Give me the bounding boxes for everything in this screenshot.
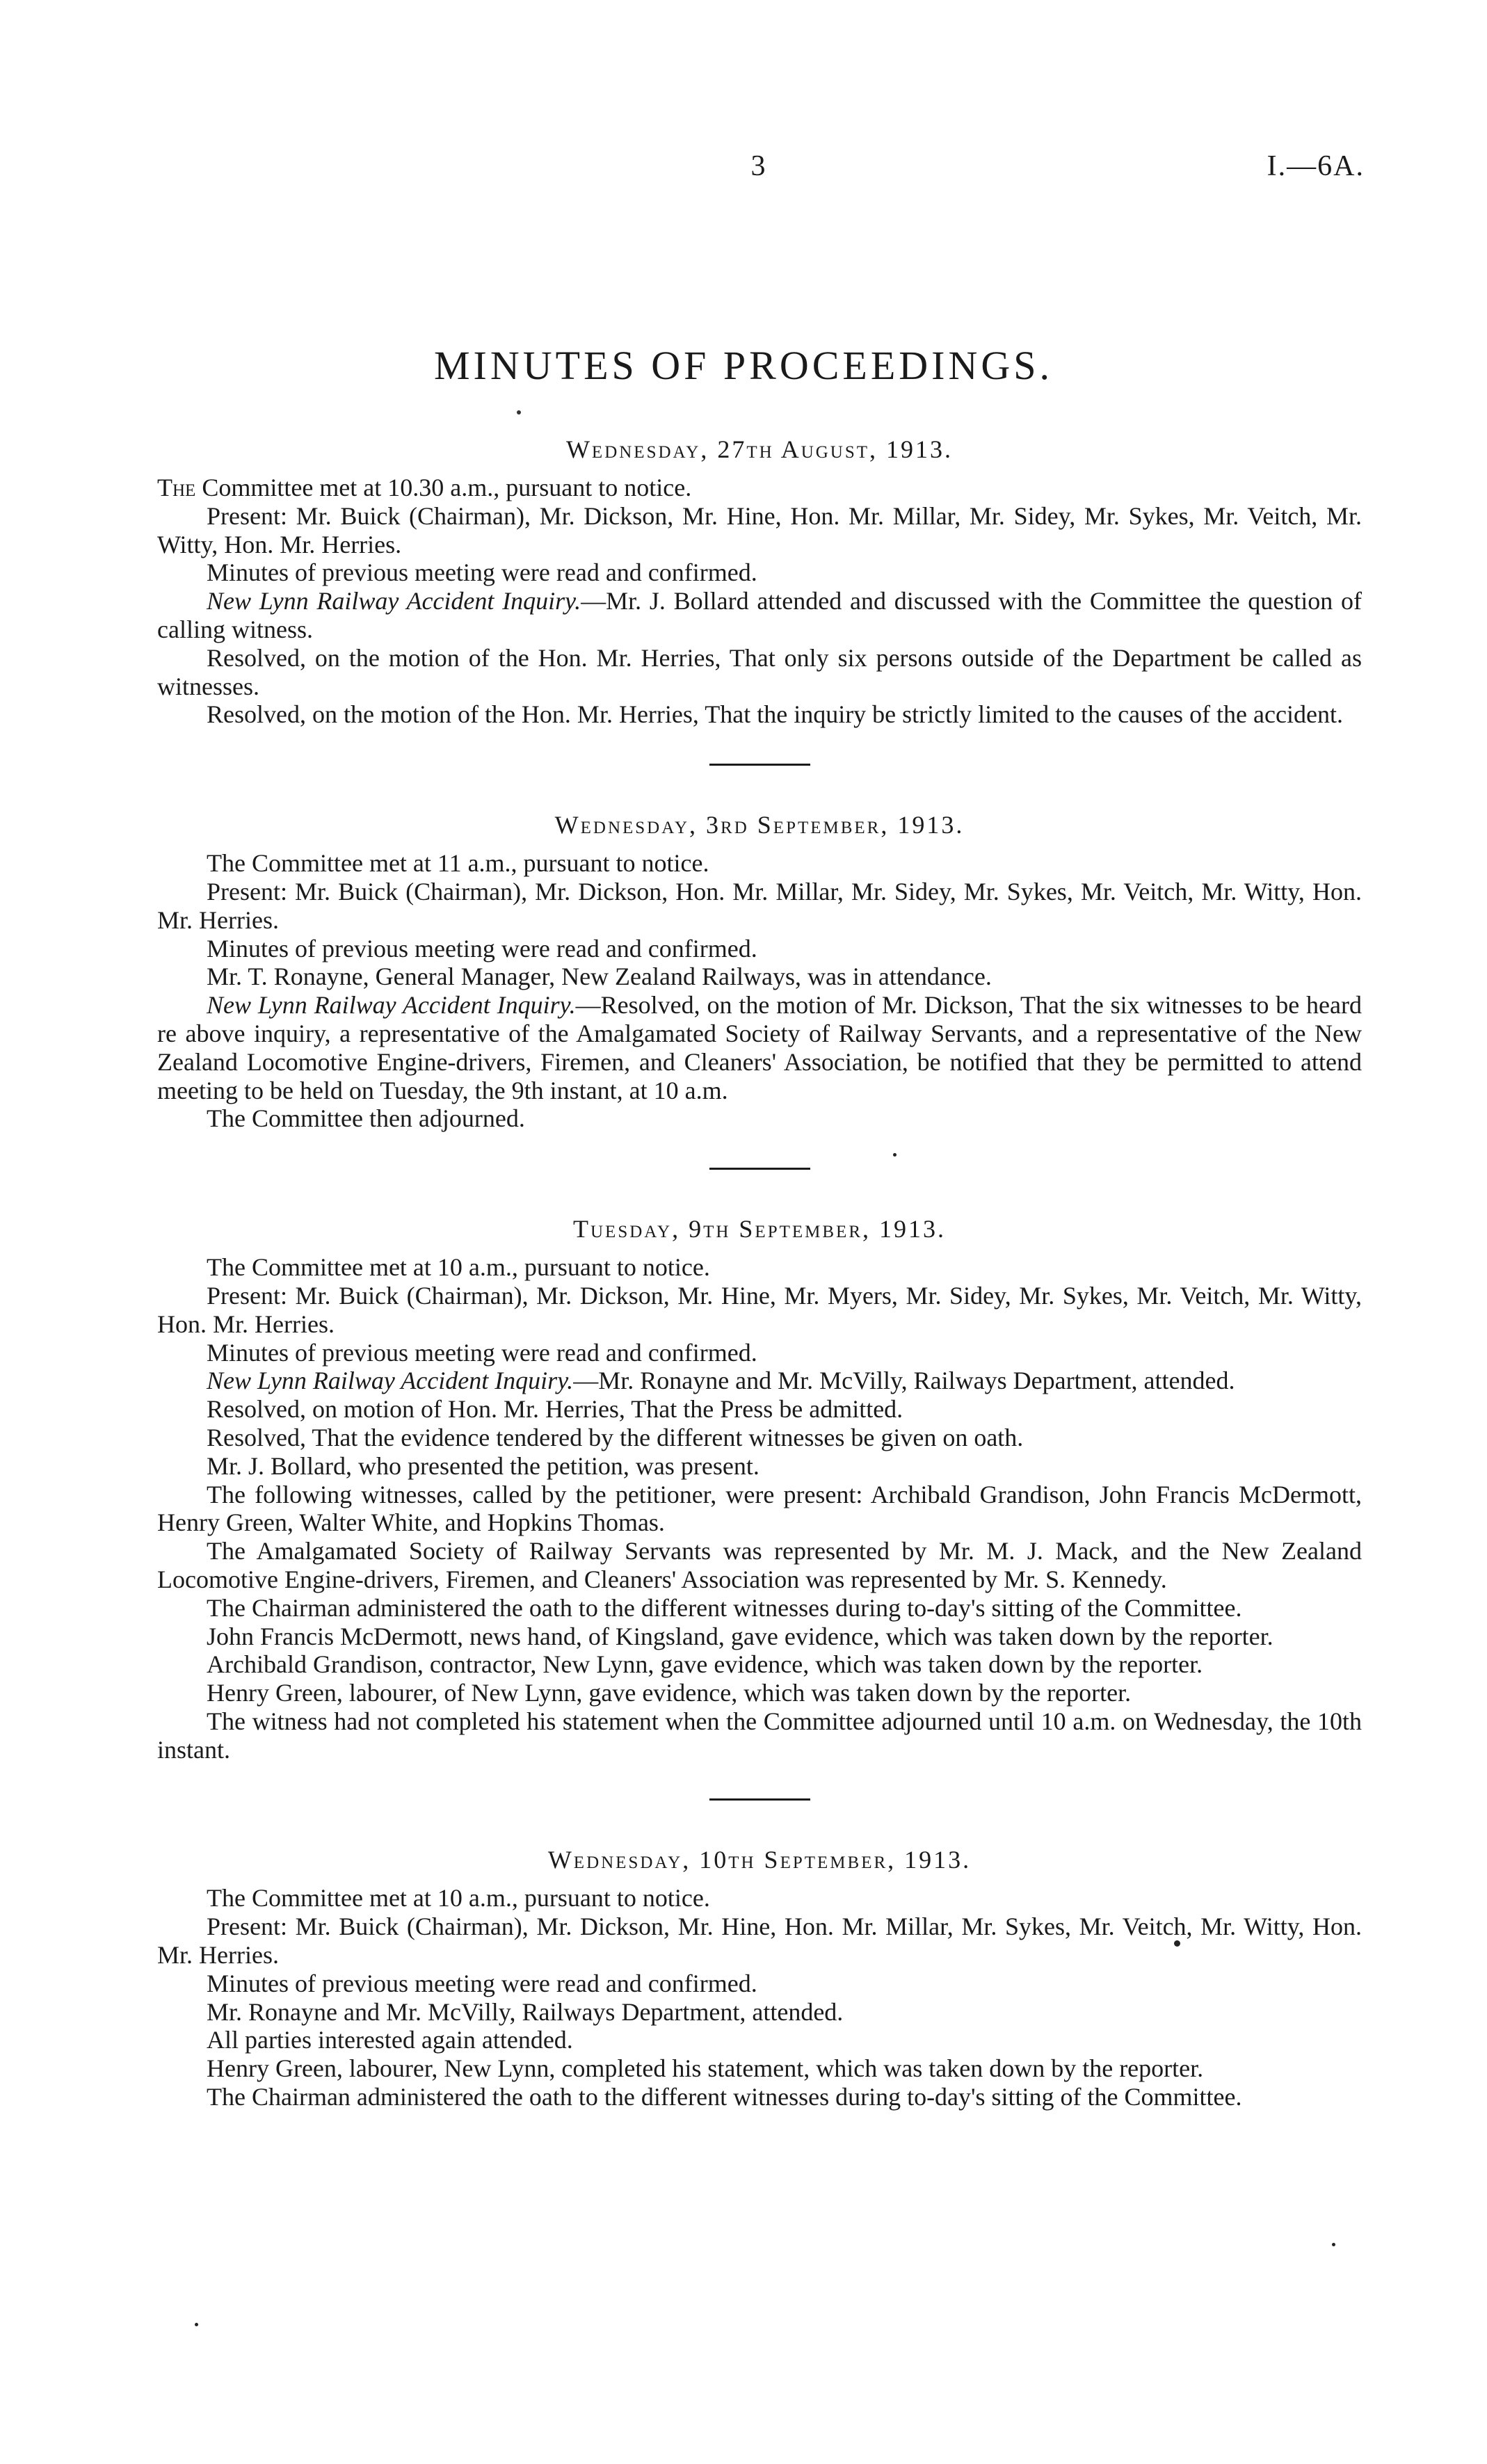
minute-paragraph — [157, 700, 1362, 729]
inquiry-title: New Lynn Railway Accident Inquiry. — [207, 587, 581, 615]
minute-paragraph — [157, 1339, 1362, 1367]
minute-paragraph — [157, 1104, 1362, 1133]
paragraph-text: The Committee met at 10 a.m., pursuant to notice. — [207, 1884, 710, 1913]
paragraph-text: Henry Green, labourer, of New Lynn, gave evidence, which was taken down by the reporter. — [207, 1679, 1132, 1707]
minute-paragraph — [157, 1537, 1362, 1594]
inquiry-title: New Lynn Railway Accident Inquiry. — [207, 991, 576, 1020]
minute-paragraph — [157, 963, 1362, 991]
minute-paragraph — [157, 1650, 1362, 1679]
minute-paragraph — [157, 935, 1362, 963]
section-heading: Tuesday, 9th September, 1913. — [573, 1215, 946, 1243]
paragraph-text: The following witnesses, called by the petitioner, were present: Archibald Grandison, John Francis McDermott, Henry Green, Walter White, and Hopkins Thomas. — [157, 1480, 1362, 1537]
minute-paragraph — [157, 474, 1362, 502]
paragraph-text: Resolved, on motion of Hon. Mr. Herries, That the Press be admitted. — [207, 1395, 903, 1424]
paragraph-text: Mr. T. Ronayne, General Manager, New Zealand Railways, was in attendance. — [207, 963, 992, 991]
paragraph-text: Minutes of previous meeting were read and confirmed. — [207, 1338, 757, 1367]
lead-word: The — [157, 474, 196, 501]
paragraph-text: Mr. J. Bollard, who presented the petition, was present. — [207, 1451, 759, 1480]
minute-paragraph — [157, 1913, 1362, 1970]
paragraph-text: —Mr. J. Bollard attended and discussed with the Committee the question of calling witness. — [157, 587, 1363, 643]
minute-paragraph — [157, 502, 1362, 559]
minute-paragraph — [157, 878, 1362, 935]
paragraph-text: The Committee then adjourned. — [207, 1104, 525, 1133]
minute-paragraph — [157, 1481, 1362, 1538]
minute-paragraph — [157, 1679, 1362, 1707]
paragraph-text: Resolved, That the evidence tendered by the different witnesses be given on oath. — [207, 1423, 1024, 1451]
minute-paragraph — [157, 1395, 1362, 1424]
section-heading: Wednesday, 27th August, 1913. — [565, 435, 954, 463]
minute-paragraph — [157, 1970, 1362, 1998]
section-divider — [709, 1798, 810, 1801]
minutes-body — [157, 435, 1362, 2111]
paragraph-text: Present: Mr. Buick (Chairman), Mr. Dickson, Hon. Mr. Millar, Mr. Sidey, Mr. Sykes, Mr. Veitch, Mr. Witty, Hon. Mr. Herries. — [157, 877, 1362, 934]
minute-paragraph — [157, 1282, 1362, 1339]
minute-paragraph — [157, 558, 1362, 587]
paragraph-text: The witness had not completed his statement when the Committee adjourned until 10 a.m. on Wednesday, the 10th instant. — [157, 1707, 1362, 1764]
minute-paragraph — [157, 1424, 1362, 1452]
minute-paragraph — [157, 849, 1362, 878]
minute-paragraph — [157, 587, 1362, 644]
paragraph-text: Resolved, on the motion of the Hon. Mr. Herries, That only six persons outside of the Department be called as witnesses. — [157, 643, 1362, 700]
minute-paragraph — [157, 1452, 1362, 1481]
inquiry-title: New Lynn Railway Accident Inquiry. — [207, 1367, 574, 1395]
paragraph-text: Minutes of previous meeting were read and confirmed. — [207, 934, 757, 963]
page-title: MINUTES OF PROCEEDINGS. — [433, 343, 1053, 388]
section-heading: Wednesday, 10th September, 1913. — [547, 1846, 972, 1874]
print-speck — [1174, 1940, 1180, 1947]
minute-paragraph — [157, 1998, 1362, 2027]
paragraph-text: Mr. Ronayne and Mr. McVilly, Railways Department, attended. — [207, 1997, 844, 2026]
paragraph-text: Henry Green, labourer, New Lynn, completed his statement, which was taken down by the reporter. — [207, 2054, 1204, 2083]
paragraph-text: —Mr. Ronayne and Mr. McVilly, Railways Department, attended. — [573, 1367, 1235, 1395]
paragraph-text: Minutes of previous meeting were read and confirmed. — [207, 558, 757, 587]
print-speck — [1332, 2243, 1335, 2246]
minute-paragraph — [157, 644, 1362, 701]
paragraph-text: The Committee met at 10 a.m., pursuant to notice. — [207, 1253, 710, 1282]
paragraph-text: Archibald Grandison, contractor, New Lynn, gave evidence, which was taken down by the reporter. — [207, 1650, 1203, 1679]
paragraph-text: Committee met at 10.30 a.m., pursuant to notice. — [195, 474, 692, 501]
paragraph-text: Present: Mr. Buick (Chairman), Mr. Dickson, Mr. Hine, Hon. Mr. Millar, Mr. Sidey, Mr. Sykes, Mr. Veitch, Mr. Witty, Hon. Mr. Herries. — [157, 501, 1362, 558]
minute-paragraph — [157, 1594, 1362, 1622]
minute-paragraph — [157, 2026, 1362, 2054]
paragraph-text: The Chairman administered the oath to the different witnesses during to-day's sitting of the Committee. — [207, 2083, 1242, 2111]
document-reference: I.—6A. — [1267, 150, 1365, 182]
paragraph-text: Present: Mr. Buick (Chairman), Mr. Dickson, Mr. Hine, Mr. Myers, Mr. Sidey, Mr. Sykes, Mr. Veitch, Mr. Witty, Hon. Mr. Herries. — [157, 1281, 1362, 1338]
minute-paragraph — [157, 2083, 1362, 2111]
minute-paragraph — [157, 1707, 1362, 1764]
paragraph-text: John Francis McDermott, news hand, of Kingsland, gave evidence, which was taken down by the reporter. — [207, 1622, 1273, 1650]
minute-paragraph — [157, 2054, 1362, 2083]
minute-paragraph — [157, 1253, 1362, 1282]
print-speck — [517, 410, 521, 414]
paragraph-text: The Amalgamated Society of Railway Servants was represented by Mr. M. J. Mack, and the New Zealand Locomotive Engine-drivers, Firemen, and Cleaners' Association was represented by Mr. S. Kennedy. — [157, 1537, 1362, 1593]
minute-paragraph — [157, 1884, 1362, 1913]
paragraph-text: —Resolved, on the motion of Mr. Dickson, That the six witnesses to be heard re above inquiry, a representative of the Amalgamated Society of Railway Servants, and a representative of the New Zealand Locomotive Engine-drivers, Firemen, and Cleaners' Association, be notified that they be permitted to attend meeting to be held on Tuesday, the 9th instant, at 10 a.m. — [157, 991, 1363, 1104]
print-speck — [893, 1153, 897, 1157]
print-speck — [195, 2323, 198, 2326]
paragraph-text: All parties interested again attended. — [207, 2026, 573, 2054]
section-divider — [709, 764, 810, 766]
paragraph-text: Resolved, on the motion of the Hon. Mr. Herries, That the inquiry be strictly limited to the causes of the accident. — [207, 700, 1343, 729]
minute-paragraph — [157, 1622, 1362, 1651]
paragraph-text: Present: Mr. Buick (Chairman), Mr. Dickson, Mr. Hine, Hon. Mr. Millar, Mr. Sykes, Mr. Veitch, Mr. Witty, Hon. Mr. Herries. — [157, 1913, 1362, 1970]
page-number: 3 — [750, 150, 766, 182]
minute-paragraph — [157, 991, 1362, 1104]
paragraph-text: Minutes of previous meeting were read and confirmed. — [207, 1969, 757, 1997]
minute-paragraph — [157, 1367, 1362, 1395]
section-divider — [709, 1168, 810, 1170]
paragraph-text: The Chairman administered the oath to the different witnesses during to-day's sitting of the Committee. — [207, 1593, 1242, 1622]
paragraph-text: The Committee met at 11 a.m., pursuant to notice. — [207, 849, 709, 878]
section-heading: Wednesday, 3rd September, 1913. — [554, 811, 965, 839]
